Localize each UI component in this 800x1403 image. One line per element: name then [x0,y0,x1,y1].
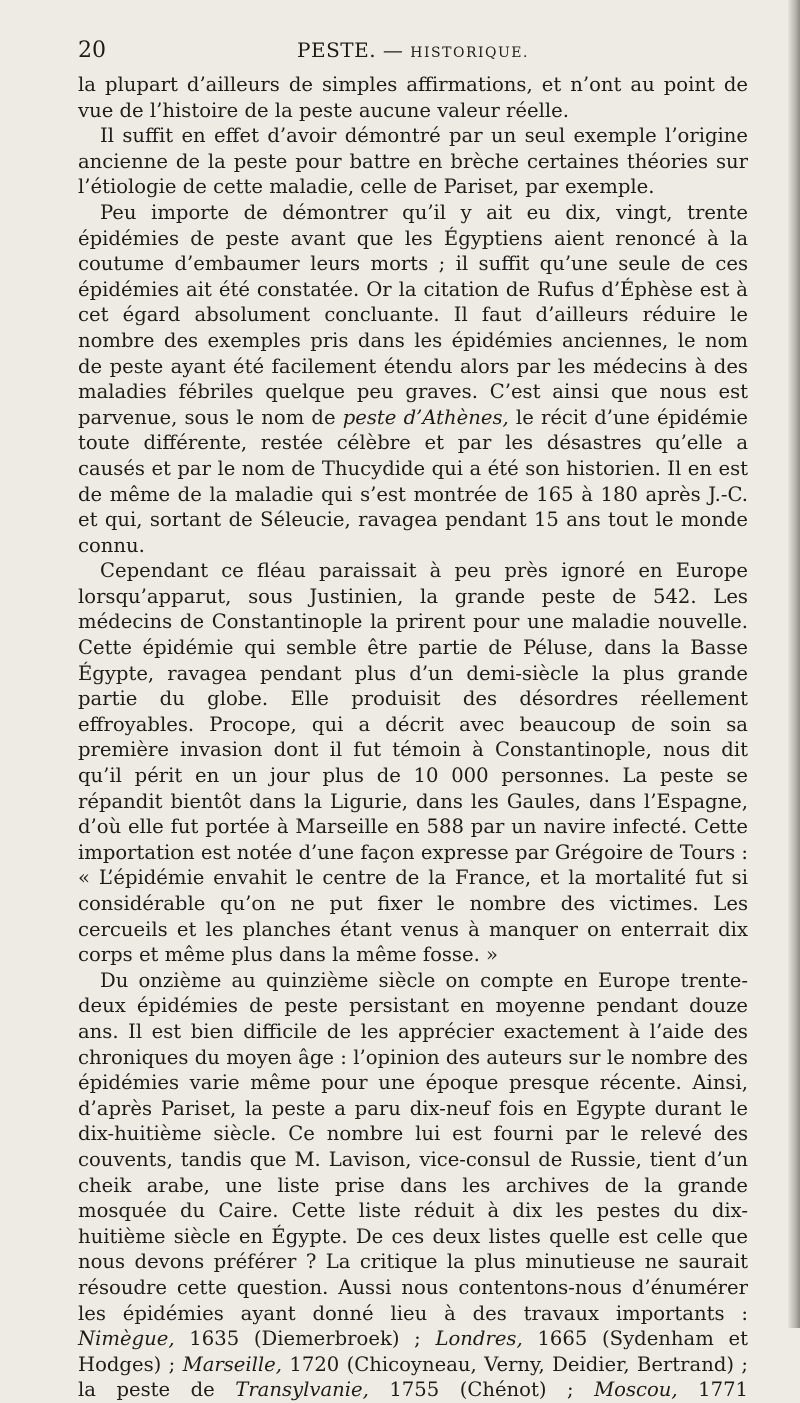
italic-place: Nimègue, [78,1327,175,1351]
paragraph-text: 1635 (Diemerbroek) ; [174,1327,436,1351]
body-text [78,72,748,1403]
paragraph-ancient-epidemics [78,200,748,558]
running-title [78,38,748,62]
paragraph-continued: la plupart d’ailleurs de simples affirmations, et n’ont au point de vue de l’histoire de la peste aucune valeur réelle. [78,73,748,122]
paragraph-text: 1755 (Chénot) ; [368,1378,595,1402]
page-number: 20 [78,38,106,63]
italic-place: Transylvanie, [235,1378,369,1402]
paragraph-text: Peu importe de démontrer qu’il y ait eu dix, vingt, trente épidémies de peste avant que les Égyptiens aient renoncé à la coutume d’embaumer leurs morts ; il suffit qu’une seule de ces épidémies ait été constatée. Or la citation de Rufus d’Éphèse est à cet égard absolument concluante. Il faut d’ailleurs réduire le nombre des exemples pris dans les épidémies anciennes, le nom de peste ayant été facilement étendu alors par les médecins à des maladies fébriles quelque peu graves. C’est ainsi que nous est parvenue, sous le nom de [78,200,748,429]
italic-place: Moscou, [594,1378,678,1402]
paragraph-text: le récit d’une épidémie toute différente, restée célèbre et par les désastres qu’elle a causés et par le nom de Thucydide qui a été son historien. Il en est de même de la maladie qui s’est montrée de 165 à 180 après J.-C. et qui, sortant de Séleucie, ravagea pendant 15 ans tout le monde connu. [78,405,748,557]
italic-term: peste d’Athènes, [342,405,509,429]
paragraph-text: 1720 (Chicoyneau, Verny, Deidier, Bertrand) ; la peste de [78,1352,748,1402]
running-title-separator: — [376,38,411,62]
running-title-main: PESTE. [297,38,377,62]
running-header [78,38,748,68]
paragraph-justinian-plague: Cependant ce fléau paraissait à peu près ignoré en Europe lorsqu’apparut, sous Justinien, la grande peste de 542. Les médecins de Constantinople la prirent pour une maladie nouvelle. Cette épidémie qui semble être partie de Péluse, dans la Basse Égypte, ravagea pendant plus d’un demi-siècle la plus grande partie du globe. Elle produisit des désordres réellement effroyables. Procope, qui a décrit avec beaucoup de soin sa première invasion dont il fut témoin à Constantinople, nous dit qu’il périt en un jour plus de 10 000 personnes. La peste se répandit bientôt dans la Ligurie, dans les Gaules, dans l’Espagne, d’où elle fut portée à Marseille en 588 par un navire infecté. Cette importation est notée d’une façon expresse par Grégoire de Tours : « L’épidémie envahit le centre de la France, et la mortalité fut si considérable qu’on ne put fixer le nombre des victimes. Les cercueils et les planches étant venus à manquer on enterrait dix corps et même plus dans la même fosse. » [78,559,748,967]
italic-place: Marseille, [182,1352,283,1376]
running-title-subtitle: HISTORIQUE. [410,45,529,61]
paragraph-text: 1771 [677,1378,749,1402]
paragraph-text: Du onzième au quinzième siècle on compte en Europe trente-deux épidémies de peste persistant en moyenne pendant douze ans. Il est bien difficile de les apprécier exactement à l’aide des chroniques du moyen âge : l’opinion des auteurs sur le nombre des épidémies varie même pour une époque presque récente. Ainsi, d’après Pariset, la peste a paru dix-neuf fois en Egypte durant le dix-huitième siècle. Ce nombre lui est fourni par le relevé des couvents, tandis que M. Lavison, vice-consul de Russie, tient d’un cheik arabe, une liste prise dans les archives de la grande mosquée du Caire. Cette liste réduit à dix les pestes du dix-huitième siècle en Égypte. De ces deux listes quelle est celle que nous devons préférer ? La critique la plus minutieuse ne saurait résoudre cette question. Aussi nous contentons-nous d’énumérer les épidémies ayant donné lieu à des travaux importants : [78,968,748,1325]
paragraph-etiology: Il suffit en effet d’avoir démontré par un seul exemple l’origine ancienne de la peste pour battre en brèche certaines théories sur l’étiologie de cette maladie, celle de Pariset, par exemple. [78,124,748,199]
page-edge-shadow [788,0,800,1328]
paragraph-medieval-epidemics [78,968,748,1403]
paragraph-text: 1665 (Sydenham et Hodges) ; [78,1327,748,1376]
italic-place: Londres, [435,1327,523,1351]
